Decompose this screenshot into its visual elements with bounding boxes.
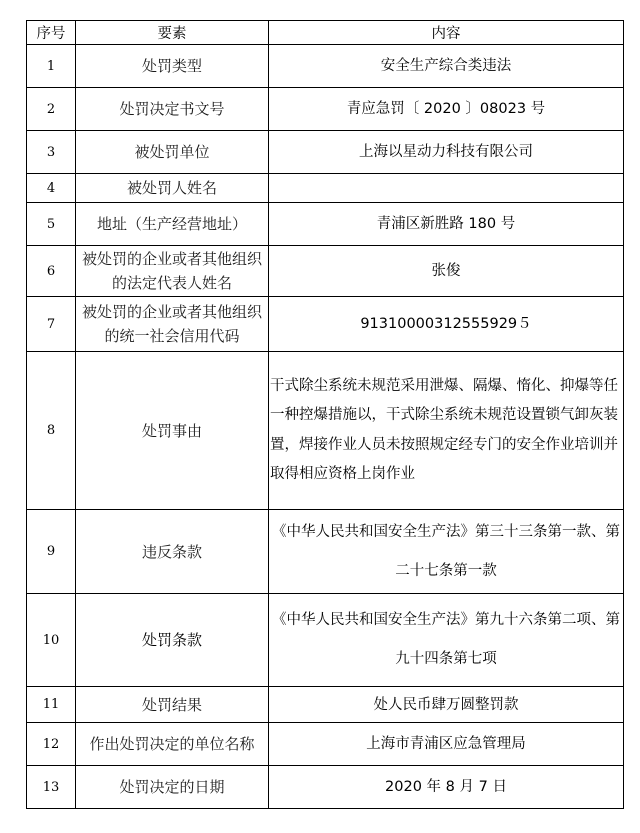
row-content: 91310000312555929５: [269, 297, 624, 352]
row-seq: 3: [27, 131, 76, 174]
row-element: 处罚决定书文号: [76, 88, 269, 131]
table-row: [27, 594, 624, 687]
row-element: 作出处罚决定的单位名称: [76, 723, 269, 766]
row-seq: 6: [27, 246, 76, 297]
row-seq: 5: [27, 203, 76, 246]
row-content: 干式除尘系统未规范采用泄爆、隔爆、惰化、抑爆等任一种控爆措施以，干式除尘系统未规范设置锁气卸灰装置，焊接作业人员未按照规定经专门的安全作业培训并取得相应资格上岗作业: [269, 352, 624, 510]
row-content: 青浦区新胜路 180 号: [269, 203, 624, 246]
row-element: 处罚决定的日期: [76, 766, 269, 809]
row-content: 《中华人民共和国安全生产法》第九十六条第二项、第九十四条第七项: [269, 594, 624, 687]
table-row: [27, 723, 624, 766]
row-seq: 1: [27, 45, 76, 88]
header-content: 内容: [269, 21, 624, 45]
table-row: [27, 88, 624, 131]
row-seq: 9: [27, 510, 76, 594]
row-content: 安全生产综合类违法: [269, 45, 624, 88]
table-row: [27, 131, 624, 174]
table-row: [27, 766, 624, 809]
row-content: 上海以星动力科技有限公司: [269, 131, 624, 174]
row-element: 处罚类型: [76, 45, 269, 88]
header-seq: 序号: [27, 21, 76, 45]
row-content: 2020 年 8 月 7 日: [269, 766, 624, 809]
row-element: 地址（生产经营地址）: [76, 203, 269, 246]
row-seq: 8: [27, 352, 76, 510]
row-element: 被处罚的企业或者其他组织的统一社会信用代码: [76, 297, 269, 352]
row-element: 违反条款: [76, 510, 269, 594]
table-row: [27, 246, 624, 297]
table-row: [27, 45, 624, 88]
header-element: 要素: [76, 21, 269, 45]
row-seq: 2: [27, 88, 76, 131]
table-row: [27, 687, 624, 723]
penalty-info-table: [26, 20, 624, 809]
row-content: [269, 174, 624, 203]
row-seq: 7: [27, 297, 76, 352]
table-header-row: [27, 21, 624, 45]
row-content: 青应急罚〔 2020 〕08023 号: [269, 88, 624, 131]
row-element: 被处罚单位: [76, 131, 269, 174]
row-seq: 13: [27, 766, 76, 809]
row-content: 处人民币肆万圆整罚款: [269, 687, 624, 723]
row-seq: 12: [27, 723, 76, 766]
table-row: [27, 297, 624, 352]
row-element: 处罚结果: [76, 687, 269, 723]
row-element: 处罚条款: [76, 594, 269, 687]
row-content: 上海市青浦区应急管理局: [269, 723, 624, 766]
row-seq: 10: [27, 594, 76, 687]
row-content: 《中华人民共和国安全生产法》第三十三条第一款、第二十七条第一款: [269, 510, 624, 594]
row-seq: 4: [27, 174, 76, 203]
table-row: [27, 174, 624, 203]
table-row: [27, 510, 624, 594]
table-row: [27, 203, 624, 246]
table-row: [27, 352, 624, 510]
row-content: 张俊: [269, 246, 624, 297]
row-seq: 11: [27, 687, 76, 723]
row-element: 被处罚的企业或者其他组织的法定代表人姓名: [76, 246, 269, 297]
row-element: 被处罚人姓名: [76, 174, 269, 203]
row-element: 处罚事由: [76, 352, 269, 510]
